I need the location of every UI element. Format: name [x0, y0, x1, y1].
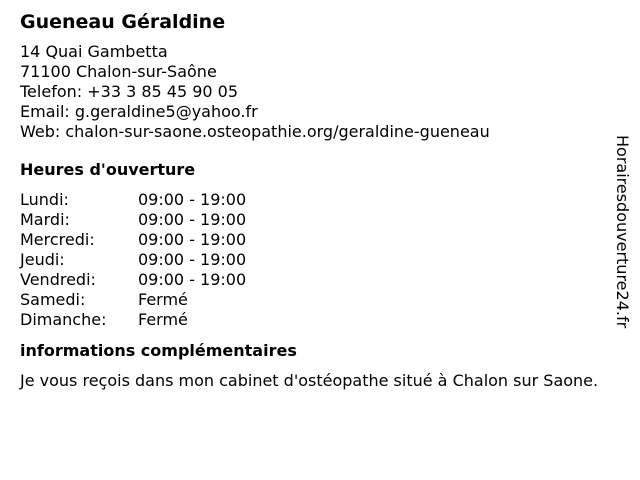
hours-day: Jeudi:	[20, 250, 65, 269]
hours-day: Mercredi:	[20, 230, 95, 249]
hours-row-tuesday	[20, 210, 610, 230]
address-street: 14 Quai Gambetta	[20, 42, 168, 61]
hours-day: Samedi:	[20, 290, 86, 309]
hours-time: Fermé	[138, 290, 188, 309]
hours-row-monday	[20, 190, 610, 210]
email-line: Email: g.geraldine5@yahoo.fr	[20, 102, 258, 121]
hours-time: 09:00 - 19:00	[138, 270, 247, 289]
hours-time: 09:00 - 19:00	[138, 230, 247, 249]
hours-row-sunday	[20, 310, 610, 330]
hours-time: 09:00 - 19:00	[138, 190, 247, 209]
hours-row-friday	[20, 270, 610, 290]
address-city: 71100 Chalon-sur-Saône	[20, 62, 217, 81]
hours-row-wednesday	[20, 230, 610, 250]
hours-row-saturday	[20, 290, 610, 310]
hours-time: Fermé	[138, 310, 188, 329]
business-name: Gueneau Géraldine	[20, 11, 226, 33]
business-card	[20, 10, 610, 391]
hours-day: Lundi:	[20, 190, 69, 209]
additional-info-text: Je vous reçois dans mon cabinet d'ostéopathe situé à Chalon sur Saone.	[20, 371, 599, 390]
additional-info-heading: informations complémentaires	[20, 341, 297, 360]
hours-day: Mardi:	[20, 210, 70, 229]
hours-day: Vendredi:	[20, 270, 96, 289]
site-watermark: Horairesdouverture24.fr	[613, 135, 632, 329]
phone-line: Telefon: +33 3 85 45 90 05	[20, 82, 239, 101]
hours-time: 09:00 - 19:00	[138, 210, 247, 229]
hours-day: Dimanche:	[20, 310, 107, 329]
web-line: Web: chalon-sur-saone.osteopathie.org/geraldine-gueneau	[20, 122, 490, 141]
opening-hours-heading: Heures d'ouverture	[20, 160, 196, 179]
hours-row-thursday	[20, 250, 610, 270]
hours-time: 09:00 - 19:00	[138, 250, 247, 269]
